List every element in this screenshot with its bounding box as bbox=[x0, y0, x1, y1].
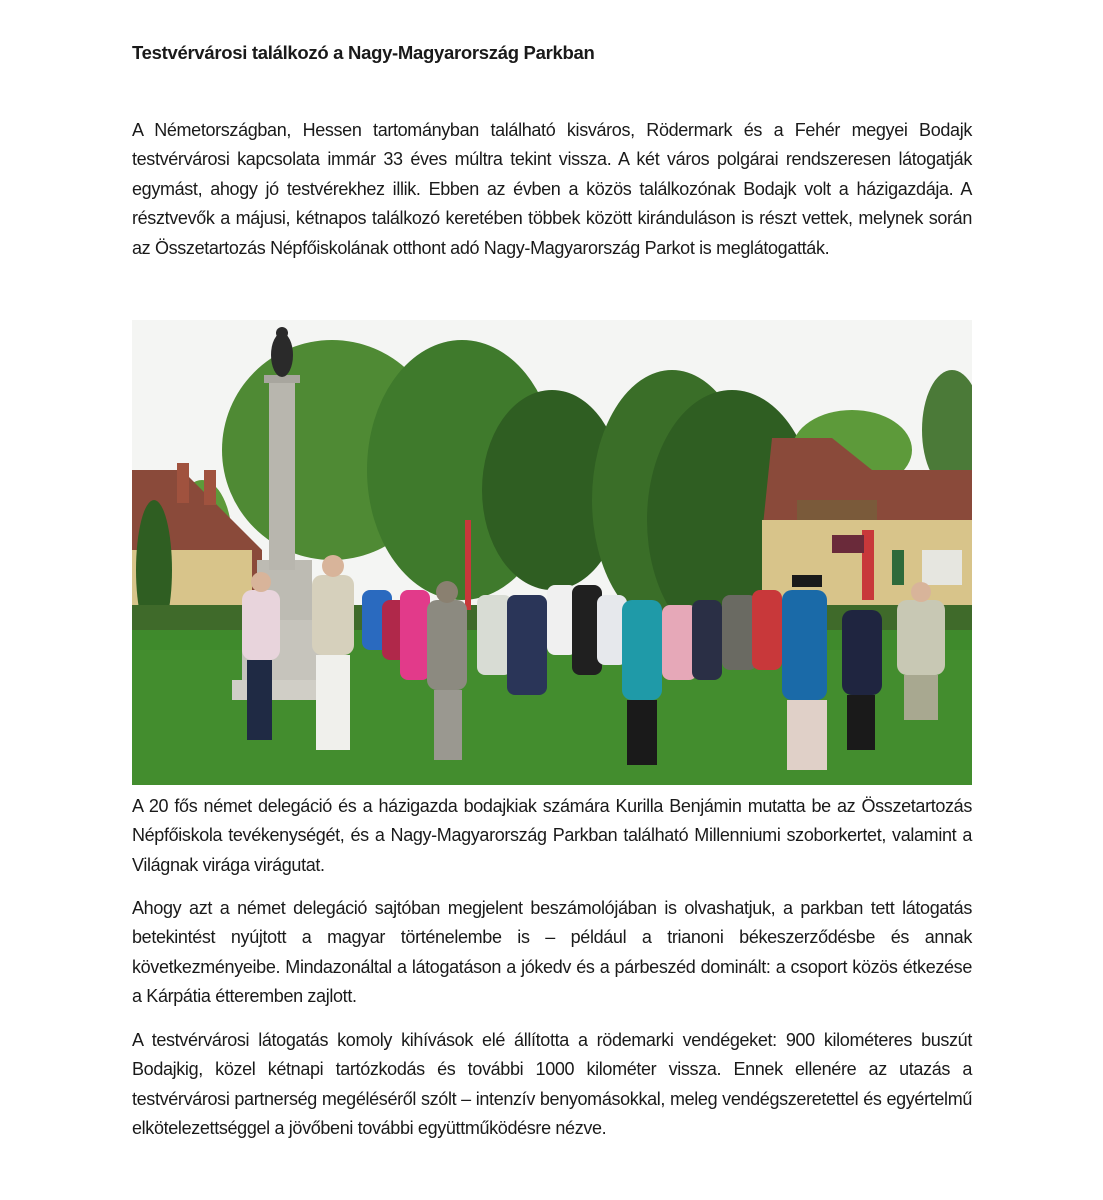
article-paragraph-press: Ahogy azt a német delegáció sajtóban megjelent beszámolójában is olvashatjuk, a parkban tett látogatás betekintést nyújtott a magyar történelembe is – például a trianoni békeszerződésbe és annak következményeibe. Mindazonáltal a látogatáson a jókedv és a párbeszéd dominált: a csoport közös étkezése a Kárpátia étteremben zajlott. bbox=[132, 898, 972, 1007]
article-title: Testvérvárosi találkozó a Nagy-Magyarország Parkban bbox=[132, 42, 595, 64]
article-paragraph-journey: A testvérvárosi látogatás komoly kihívások elé állította a rödemarki vendégeket: 900 kilométeres buszút Bodajkig, közel kétnapi tartózkodás és további 1000 kilométer vissza. Ennek ellenére az utazás a testvérvárosi partnerség megéléséről szólt – intenzív benyomásokkal, meleg vendégszeretettel és egyértelmű elkötelezettséggel a jövőbeni további együttműködésre nézve. bbox=[132, 1030, 972, 1139]
article-paragraph-intro: A Németországban, Hessen tartományban található kisváros, Rödermark és a Fehér megyei Bodajk testvérvárosi kapcsolata immár 33 éves múltra tekint vissza. A két város polgárai rendszeresen látogatják egymást, ahogy jó testvérekhez illik. Ebben az évben a közös találkozónak Bodajk volt a házigazdája. A résztvevők a májusi, kétnapos találkozó keretében többek között kiránduláson is részt vettek, melynek során az Összetartozás Népfőiskolának otthont adó Nagy-Magyarország Parkot is meglátogatták. bbox=[132, 120, 972, 258]
group-photo-image bbox=[132, 320, 972, 785]
group-photo bbox=[132, 320, 972, 785]
article-paragraph-delegation: A 20 fős német delegáció és a házigazda bodajkiak számára Kurilla Benjámin mutatta be az Összetartozás Népfőiskola tevékenységét, és a Nagy-Magyarország Parkban található Millenniumi szoborkertet, valamint a Világnak virága virágutat. bbox=[132, 796, 972, 875]
photo-pole bbox=[465, 520, 471, 610]
